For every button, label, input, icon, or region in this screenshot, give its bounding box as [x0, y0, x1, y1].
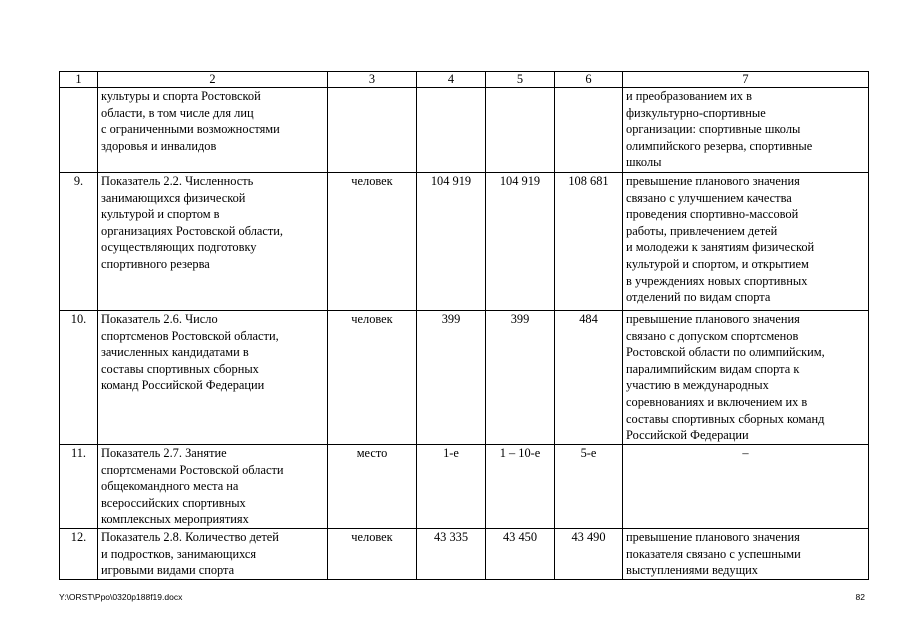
unit-cell: человек — [328, 529, 417, 580]
value-cell: 104 919 — [417, 173, 486, 311]
table-row — [60, 445, 869, 529]
footer-file-path: Y:\ORST\Ppo\0320p188f19.docx — [59, 592, 183, 602]
unit-cell: человек — [328, 173, 417, 311]
table-row — [60, 173, 869, 311]
header-row — [60, 72, 869, 88]
row-number: 12. — [60, 529, 98, 580]
value-cell: 399 — [417, 311, 486, 445]
indicator-name: Показатель 2.8. Количество детей и подростков, занимающихся игровыми видами спорта — [98, 529, 328, 580]
row-number: 10. — [60, 311, 98, 445]
row-number — [60, 88, 98, 173]
table-row — [60, 311, 869, 445]
value-cell: 43 450 — [486, 529, 555, 580]
indicator-name: Показатель 2.2. Численность занимающихся физической культурой и спортом в организациях Ростовской области, осуществляющих подготовку спортивного резерва — [98, 173, 328, 311]
value-cell: 1-е — [417, 445, 486, 529]
column-header: 2 — [98, 72, 328, 88]
value-cell — [417, 88, 486, 173]
row-number: 9. — [60, 173, 98, 311]
value-cell: 5-е — [555, 445, 623, 529]
value-cell: 43 335 — [417, 529, 486, 580]
indicator-name: культуры и спорта Ростовской области, в том числе для лиц с ограниченными возможностями здоровья и инвалидов — [98, 88, 328, 173]
column-header: 4 — [417, 72, 486, 88]
value-cell: 1 – 10-е — [486, 445, 555, 529]
note-cell: и преобразованием их в физкультурно-спортивные организации: спортивные школы олимпийского резерва, спортивные школы — [623, 88, 869, 173]
note-cell: – — [623, 445, 869, 529]
value-cell: 43 490 — [555, 529, 623, 580]
page-number: 82 — [855, 592, 865, 602]
note-cell: превышение планового значения связано с улучшением качества проведения спортивно-массовой работы, привлечением детей и молодежи к занятиям физической культурой и спортом, и открытием в учреждениях новых спортивных отделений по видам спорта — [623, 173, 869, 311]
column-header: 3 — [328, 72, 417, 88]
value-cell: 484 — [555, 311, 623, 445]
unit-cell — [328, 88, 417, 173]
value-cell: 108 681 — [555, 173, 623, 311]
value-cell — [486, 88, 555, 173]
column-header: 5 — [486, 72, 555, 88]
note-cell: превышение планового значения связано с допуском спортсменов Ростовской области по олимпийским, паралимпийским видам спорта к участию в международных соревнованиях и включением их в составы спортивных сборных команд Российской Федерации — [623, 311, 869, 445]
indicator-name: Показатель 2.7. Занятие спортсменами Ростовской области общекомандного места на всероссийских спортивных комплексных мероприятиях — [98, 445, 328, 529]
column-header: 6 — [555, 72, 623, 88]
value-cell: 104 919 — [486, 173, 555, 311]
row-number: 11. — [60, 445, 98, 529]
column-header: 7 — [623, 72, 869, 88]
value-cell — [555, 88, 623, 173]
value-cell: 399 — [486, 311, 555, 445]
unit-cell: человек — [328, 311, 417, 445]
table-row — [60, 88, 869, 173]
indicator-name: Показатель 2.6. Число спортсменов Ростовской области, зачисленных кандидатами в составы спортивных сборных команд Российской Федерации — [98, 311, 328, 445]
table-row — [60, 529, 869, 580]
note-cell: превышение планового значения показателя связано с успешными выступлениями ведущих — [623, 529, 869, 580]
unit-cell: место — [328, 445, 417, 529]
document-table — [59, 71, 869, 580]
column-header: 1 — [60, 72, 98, 88]
